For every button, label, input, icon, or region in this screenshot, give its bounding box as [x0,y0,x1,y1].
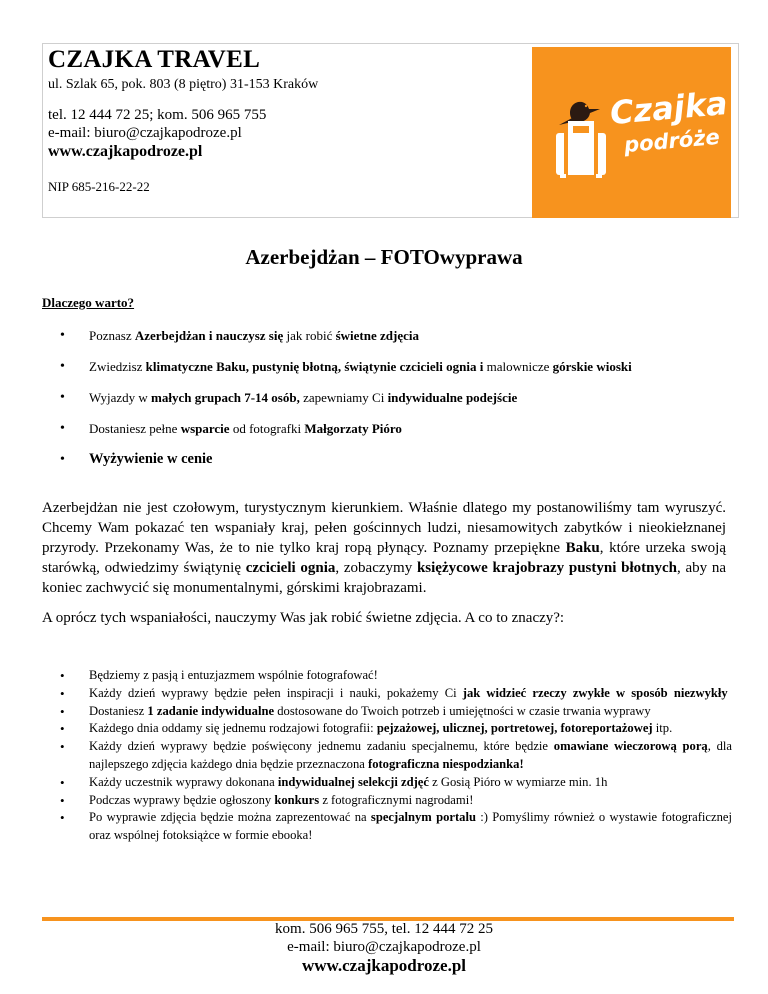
why-item [42,413,742,444]
bold-text: księżycowe krajobrazy pustyni błotnych [416,560,677,576]
text: jak robić [283,328,336,343]
bold-text: omawiane wieczorową porą [553,739,708,754]
bold-text: fotograficzna niespodzianka! [368,756,524,771]
company-address: ul. Szlak 65, pok. 803 (8 piętro) 31-153 Kraków [48,77,319,92]
text: Wyjazdy w [89,390,152,405]
text: z fotograficznymi nagrodami! [319,792,474,807]
why-item [42,444,742,475]
text: Każdy dzień wyprawy będzie poświęcony jednemu zadaniu specjalnemu, które będzie [89,739,554,754]
bold-text: Wyżywienie w cenie [89,451,213,467]
bold-text: specjalnym portalu [370,810,476,825]
photo-intro-paragraph: A oprócz tych wspaniałości, nauczymy Was jak robić świetne zdjęcia. A co to znaczy?: [42,610,565,626]
why-heading: Dlaczego warto? [42,295,135,310]
text: Każdego dnia oddamy się jednemu rodzajowi fotografii: [89,721,377,736]
bold-text: świetne zdjęcia [335,328,419,343]
text: Zwiedzisz [89,359,146,374]
text: Dostaniesz pełne [89,421,181,436]
text: Każdy uczestnik wyprawy dokonana [89,774,278,789]
why-item [42,351,742,382]
text: , dla najlepszego zdjęcia każdego dnia będzie przeznaczona [89,739,732,771]
footer-email: e-mail: biuro@czajkapodroze.pl [287,939,481,955]
text: Dostaniesz [89,703,148,718]
text: itp. [652,721,673,736]
benefit-item [42,774,732,792]
company-logo [532,47,731,218]
text: Każdy dzień wyprawy będzie pełen inspiracji i nauki, pokażemy Ci [89,685,463,700]
bold-text: pejzażowej, ulicznej, portretowej, fotoreportażowej [376,721,653,736]
text: :) Pomyślimy również o wystawie fotograficznej oraz wspólnej fotoksiążce w formie ebooka! [89,810,732,843]
page-title: Azerbejdżan – FOTOwyprawa [245,245,523,269]
text: zapewniamy Ci [299,390,388,405]
benefit-item [42,685,732,703]
text: Poznasz [89,328,135,343]
photo-benefits-list [42,667,732,845]
benefit-item [42,792,732,810]
bold-text: konkurs [274,792,320,807]
company-email: e-mail: biuro@czajkapodroze.pl [48,125,242,141]
logo-text-czajka: Czajka [608,83,729,133]
company-name: CZAJKA TRAVEL [48,46,261,73]
bold-text: indywidualnej selekcji zdjęć [277,774,429,789]
company-nip: NIP 685-216-22-22 [48,179,150,194]
text: Podczas wyprawy będzie ogłoszony [89,792,275,807]
text: Azerbejdżan nie jest czołowym, turystycznym kierunkiem. Właśnie dlatego my postanowiliśmy tam wyruszyć. Chcemy Wam pokazać ten wspaniały kraj, pełen gościnnych ludzi, niesamowitych zabytków i nieokiełznanej przyrody. Przekonamy Was, że to nie tylko kraj ropą płynący. Poznamy przepiękne [42,500,726,556]
benefit-item [42,703,732,721]
text: dostosowane do Twoich potrzeb i umiejętności w czasie trwania wyprawy [274,703,651,718]
text: z Gosią Pióro w wymiarze min. 1h [428,774,608,789]
bold-text: Azerbejdżan i nauczysz się [134,328,284,343]
benefit-item [42,738,732,774]
why-item [42,382,742,413]
company-header [42,43,739,218]
text: , aby na koniec zachwycić się monumentalnymi, górskimi krajobrazami. [42,560,726,596]
company-phone: tel. 12 444 72 25; kom. 506 965 755 [48,107,267,123]
text: Będziemy z pasją i entuzjazmem wspólnie fotografować! [89,668,378,682]
logo-text-podroze: podróże [623,124,721,158]
company-website: www.czajkapodroze.pl [48,143,203,160]
benefit-item [42,667,732,685]
text: Po wyprawie zdjęcia będzie można zaprezentować na [89,810,371,825]
footer-website: www.czajkapodroze.pl [301,956,466,975]
bold-text: indywidualne podejście [387,390,518,405]
text: , zobaczymy [335,560,417,576]
why-list [42,320,742,475]
footer-phone: kom. 506 965 755, tel. 12 444 72 25 [275,921,493,937]
why-item [42,320,742,351]
bold-text: Małgorzaty Pióro [304,421,402,436]
intro-paragraph [42,498,726,598]
bold-text: górskie wioski [552,359,632,374]
bold-text: Baku [565,540,600,556]
text: malownicze [483,359,553,374]
text: , które urzeka swoją starówką, odwiedzimy świątynię [42,540,726,576]
bold-text: jak widzieć rzeczy zwykłe w sposób niezwykły [462,685,728,700]
text: od fotografki [229,421,305,436]
bold-text: 1 zadanie indywidualne [147,703,275,718]
bold-text: klimatyczne Baku, pustynię błotną, świątynie czcicieli ognia i [145,359,484,374]
bold-text: czcicieli ognia [245,560,336,576]
bold-text: wsparcie [180,421,230,436]
bold-text: małych grupach 7-14 osób, [151,390,300,405]
benefit-item [42,809,732,845]
benefit-item [42,720,732,738]
